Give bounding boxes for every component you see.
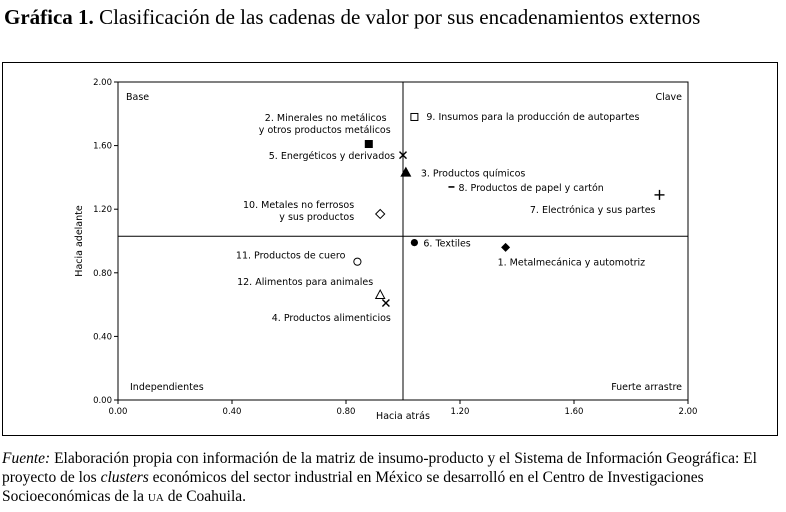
source-text-2: económicos del sector industrial en México se desarrolló en el Centro de Investigaciones Socioeconómicas de la <box>2 469 704 505</box>
point-label-line2-p2: y otros productos metálicos <box>258 125 391 137</box>
y-axis-label: Hacia adelante <box>74 205 85 277</box>
point-labels <box>236 112 656 324</box>
point-marker-p3 <box>400 167 411 177</box>
point-label-p9: 9. Insumos para la producción de autopartes <box>426 111 640 123</box>
y-tick-label: 1.20 <box>93 205 112 216</box>
y-tick-label: 0.40 <box>93 332 112 343</box>
x-tick-label: 0.00 <box>108 407 128 417</box>
point-label-p5: 5. Energéticos y derivados <box>268 151 395 163</box>
point-label-line2-p10: y sus productos <box>279 211 355 223</box>
x-tick-label: 1.20 <box>450 407 470 417</box>
figure-number: Gráfica 1. <box>4 5 94 29</box>
point-label-p2: 2. Minerales no metálicos <box>264 113 387 125</box>
x-tick-label: 1.60 <box>564 407 584 417</box>
y-tick-label: 1.60 <box>93 141 112 152</box>
source-text-3: de Coahuila. <box>167 488 247 505</box>
quadrant-label-bottom-left: Independientes <box>130 382 204 393</box>
source-text-1: Elaboración propia con información de la matriz de insumo-producto y el Sistema de Información Geográfica: El proyecto de los <box>2 450 757 486</box>
y-tick-label: 2.00 <box>93 78 112 88</box>
point-marker-p11 <box>354 258 361 265</box>
y-tick-label: 0.80 <box>93 268 112 279</box>
x-axis-label: Hacia atrás <box>376 411 430 422</box>
source-note <box>2 449 784 508</box>
quadrant-labels <box>126 92 682 393</box>
point-marker-p6 <box>411 239 418 246</box>
source-text-smallcaps: UA <box>147 492 164 504</box>
point-marker-p12 <box>376 290 385 299</box>
point-marker-p1 <box>501 243 510 252</box>
point-marker-p9 <box>411 113 418 120</box>
point-marker-p7 <box>655 190 665 200</box>
point-label-p6: 6. Textiles <box>423 238 471 250</box>
point-label-p12: 12. Alimentos para animales <box>237 277 374 289</box>
quadrant-label-top-right: Clave <box>655 92 682 103</box>
figure-title-text: Clasificación de las cadenas de valor por sus encadenamientos externos <box>99 5 701 29</box>
point-label-p7: 7. Electrónica y sus partes <box>529 204 656 216</box>
point-marker-p4 <box>382 300 389 307</box>
reference-lines <box>118 82 688 400</box>
axes <box>93 78 697 417</box>
point-marker-p10 <box>376 209 385 218</box>
point-label-p8: 8. Productos de papel y cartón <box>458 182 604 194</box>
quadrant-label-bottom-right: Fuerte arrastre <box>611 382 682 393</box>
point-marker-p2 <box>365 140 373 148</box>
quadrant-label-top-left: Base <box>126 92 150 103</box>
x-tick-label: 2.00 <box>678 407 698 417</box>
source-label: Fuente: <box>2 450 51 467</box>
y-tick-label: 0.00 <box>93 396 112 406</box>
point-label-p4: 4. Productos alimenticios <box>271 313 391 325</box>
x-tick-label: 0.80 <box>336 407 356 417</box>
point-label-p1: 1. Metalmecánica y automotriz <box>497 257 646 269</box>
point-label-p3: 3. Productos químicos <box>420 168 526 180</box>
x-tick-label: 0.40 <box>222 407 242 417</box>
source-text-italic: clusters <box>100 469 149 486</box>
point-label-p10: 10. Metales no ferrosos <box>243 199 355 211</box>
point-label-p11: 11. Productos de cuero <box>235 250 346 262</box>
